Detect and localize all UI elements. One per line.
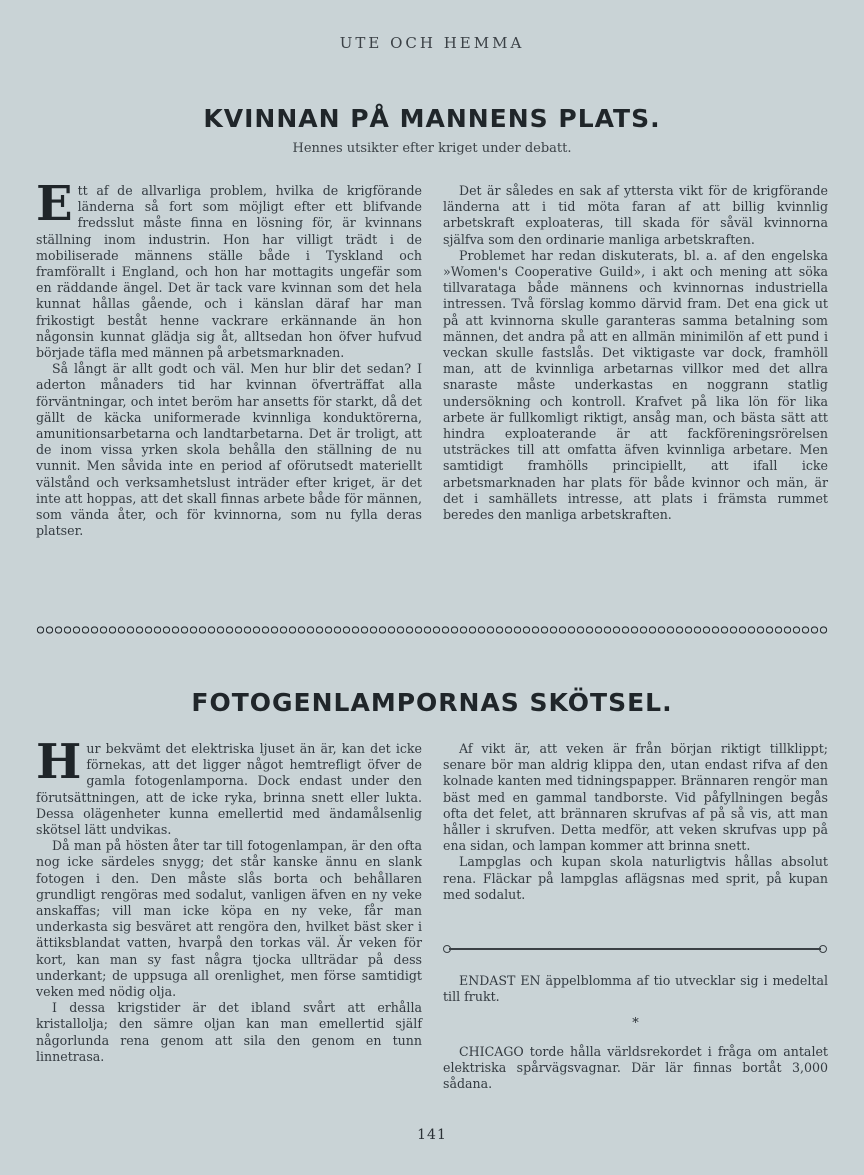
article2-column-right bbox=[443, 741, 828, 941]
article1-column-right bbox=[443, 183, 828, 623]
chain-ornament-divider bbox=[36, 624, 828, 636]
article-subtitle: Hennes utsikter efter kriget under debatt. bbox=[292, 141, 572, 156]
article-title: FOTOGENLAMPORNAS SKÖTSEL. bbox=[191, 688, 673, 717]
news-note: ENDAST EN äppelblomma af tio utvecklar sig i medeltal till frukt. bbox=[443, 973, 828, 1005]
paragraph: Så långt är allt godt och väl. Men hur blir det sedan? I aderton månaders tid har kvinnan öfverträffat alla förväntningar, och intet beröm har ansetts för starkt, då det gällt de käcka uniformerade kvinnliga konduktörerna, amunitionsarbetarna och landtarbetarna. Det är troligt, att de inom vissa yrken skola behålla den ställning de nu vunnit. Men såvida inte en period af oförutsedt materiellt välstånd och verksamhetslust inträder efter kriget, är det inte att hoppas, att det skall finnas arbete både för männen, som vända åter, och för kvinnorna, som nu fylla deras platser. bbox=[36, 361, 422, 539]
rule-divider bbox=[443, 945, 827, 953]
article2-column-left bbox=[36, 734, 422, 1106]
news-note: CHICAGO torde hålla världsrekordet i fråga om antalet elektriska spårvägsvagnar. Där lär finnas bortåt 3,000 sådana. bbox=[443, 1044, 828, 1092]
page-number: 141 bbox=[417, 1127, 447, 1143]
paragraph: Problemet har redan diskuterats, bl. a. af den engelska »Women's Cooperative Guild», i akt och mening att söka tillvarataga både männens och kvinnornas industriella intressen. Två förslag kommo därvid fram. Det ena gick ut på att kvinnorna skulle garanteras samma betalning som männen, det andra på att en allmän minimilön af ett pund i veckan skulle fastslås. Det viktigaste var dock, framhöll man, att de kvinnliga arbetarnas villkor med det allra snaraste måste underkastas en noggrann statlig undersökning och kontroll. Krafvet på lika lön för lika arbete är fullkomligt riktigt, ansåg man, och bästa sätt att hindra exploaterande är att fackföreningsrörelsen utsträckes till att omfatta äfven kvinnliga arbetare. Men samtidigt framhölls principiellt, att ifall icke arbetsmarknaden har plats för både kvinnor och män, är det i samhällets intresse, att plats i främsta rummet beredes den manliga arbetskraften. bbox=[443, 247, 828, 523]
article-title: KVINNAN PÅ MANNENS PLATS. bbox=[203, 104, 661, 133]
paragraph: Ett af de allvarliga problem, hvilka de krigförande länderna så fort som möjligt efter ett blifvande fredsslut måste finna en lösning för, är kvinnans ställning inom industrin. Hon har villigt trädt i de mobiliserade männens ställe både i Tyskland och framförallt i England, och hon har mottagits ungefär som en räddande ängel. Det är tack vare kvinnan som det hela kunnat hållas gående, och i känslan däraf har man frikostigt beståt henne vackrare erkännande än hon någonsin kunnat glädja sig åt, alltsedan hon öfver hufvud började täfla med männen på arbetsmarknaden. bbox=[36, 176, 422, 361]
drop-cap: H bbox=[36, 734, 82, 790]
drop-cap: E bbox=[36, 176, 73, 232]
paragraph: Lampglas och kupan skola naturligtvis hållas absolut rena. Fläckar på lampglas aflägsnas med sprit, på kupan med sodalut. bbox=[443, 854, 828, 902]
running-head: UTE OCH HEMMA bbox=[339, 34, 525, 52]
paragraph: Af vikt är, att veken är från början riktigt tillklippt; senare bör man aldrig klippa den, utan endast rifva af den kolnade kanten med tidningspapper. Brännaren rengör man bäst med en gammal tandborste. Vid påfyllningen begås ofta det felet, att brännaren skrufvas af på så vis, att man håller i skrufven. Detta medför, att veken skrufvas upp på ena sidan, och lampan kommer att brinna snett. bbox=[443, 741, 828, 854]
paragraph: Då man på hösten åter tar till fotogenlampan, är den ofta nog icke särdeles snygg; det står kanske ännu en slank fotogen i den. Den måste slås borta och behållaren grundligt rengöras med sodalut, vanligen äfven en ny veke anskaffas; vill man icke köpa en ny veke, får man underkasta sig besväret att rengöra den, hvilket bäst sker i ättiksblandat vatten, hvarpå den torkas väl. Är veken för kort, kan man sy fast några tjocka ullträdar på dess underkant; de uppsuga all orenlighet, men förse samtidigt veken med nödig olja. bbox=[36, 838, 422, 1000]
asterisk-separator: * bbox=[632, 1016, 639, 1031]
paragraph: Det är således en sak af yttersta vikt för de krigförande länderna att i tid möta faran af att billig kvinnlig arbetskraft exploateras, till skada för såväl kvinnorna själfva som den ordinarie manliga arbetskraften. bbox=[443, 183, 828, 247]
paragraph: I dessa krigstider är det ibland svårt att erhålla kristallolja; den sämre oljan kan man emellertid själf någorlunda rena genom att sila den genom en tunn linnetrasa. bbox=[36, 1000, 422, 1064]
paragraph: Hur bekvämt det elektriska ljuset än är, kan det icke förnekas, att det ligger något hemtrefligt öfver de gamla fotogenlamporna. Dock endast under den förutsättningen, att de icke ryka, brinna snett eller lukta. Dessa olägenheter kunna emellertid med ändamålsenlig skötsel lätt undvikas. bbox=[36, 734, 422, 838]
article1-column-left bbox=[36, 176, 422, 623]
